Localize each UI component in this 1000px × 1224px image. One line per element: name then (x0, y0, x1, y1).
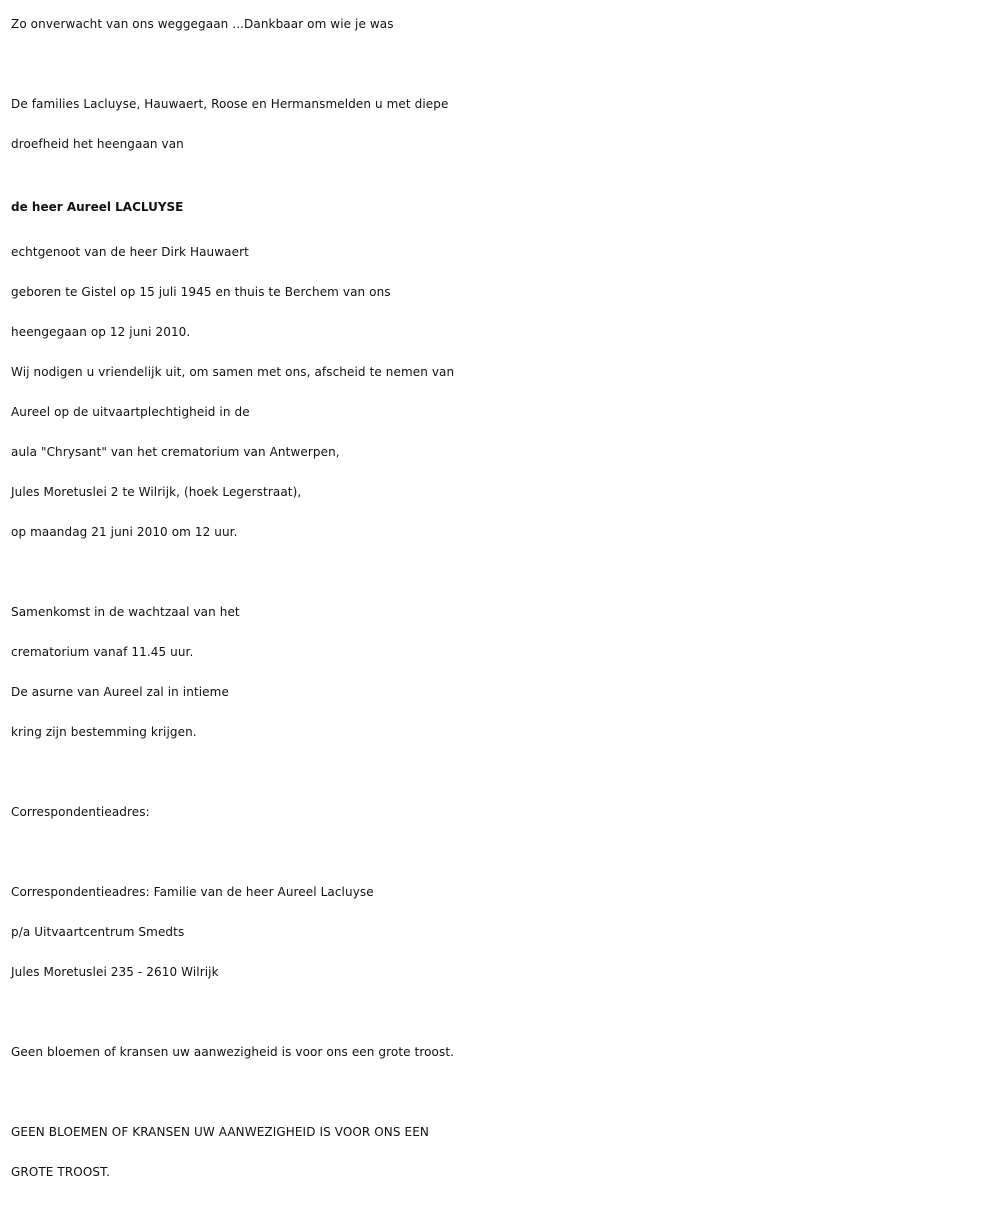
deceased-name: de heer Aureel LACLUYSE (11, 200, 184, 214)
details-line: heengegaan op 12 juni 2010. (11, 325, 191, 339)
caps-line: GEEN BLOEMEN OF KRANSEN UW AANWEZIGHEID IS VOOR ONS EEN (11, 1125, 429, 1139)
announcement-line: De families Lacluyse, Hauwaert, Roose en Hermansmelden u met diepe (11, 97, 449, 111)
details-line: Jules Moretuslei 2 te Wilrijk, (hoek Legerstraat), (11, 485, 302, 499)
caps-line: GROTE TROOST. (11, 1165, 111, 1179)
correspondence-heading: Correspondentieadres: (11, 805, 150, 819)
gathering-paragraph (11, 592, 991, 752)
details-line: aula "Chrysant" van het crematorium van Antwerpen, (11, 445, 340, 459)
address-line: Correspondentieadres: Familie van de heer Aureel Lacluyse (11, 885, 374, 899)
address-line: Jules Moretuslei 235 - 2610 Wilrijk (11, 965, 219, 979)
obituary-notice (11, 4, 991, 1192)
spacer (11, 832, 991, 872)
spacer (11, 44, 991, 84)
details-line: Wij nodigen u vriendelijk uit, om samen met ons, afscheid te nemen van (11, 365, 455, 379)
spacer (11, 992, 991, 1032)
spacer (11, 1072, 991, 1112)
gathering-line: De asurne van Aureel zal in intieme (11, 685, 229, 699)
details-paragraph (11, 232, 991, 552)
flowers-note-caps (11, 1112, 991, 1192)
gathering-line: kring zijn bestemming krijgen. (11, 725, 197, 739)
opening-line: Zo onverwacht van ons weggegaan ...Dankbaar om wie je was (11, 17, 394, 31)
spacer (11, 552, 991, 592)
details-line: op maandag 21 juni 2010 om 12 uur. (11, 525, 238, 539)
flowers-note: Geen bloemen of kransen uw aanwezigheid is voor ons een grote troost. (11, 1045, 455, 1059)
details-line: geboren te Gistel op 15 juli 1945 en thuis te Berchem van ons (11, 285, 391, 299)
announcement-paragraph (11, 84, 991, 164)
announcement-line: droefheid het heengaan van (11, 137, 184, 151)
gathering-line: Samenkomst in de wachtzaal van het (11, 605, 240, 619)
address-line: p/a Uitvaartcentrum Smedts (11, 925, 185, 939)
spacer (11, 752, 991, 792)
details-line: echtgenoot van de heer Dirk Hauwaert (11, 245, 249, 259)
gathering-line: crematorium vanaf 11.45 uur. (11, 645, 194, 659)
correspondence-address (11, 872, 991, 992)
details-line: Aureel op de uitvaartplechtigheid in de (11, 405, 250, 419)
